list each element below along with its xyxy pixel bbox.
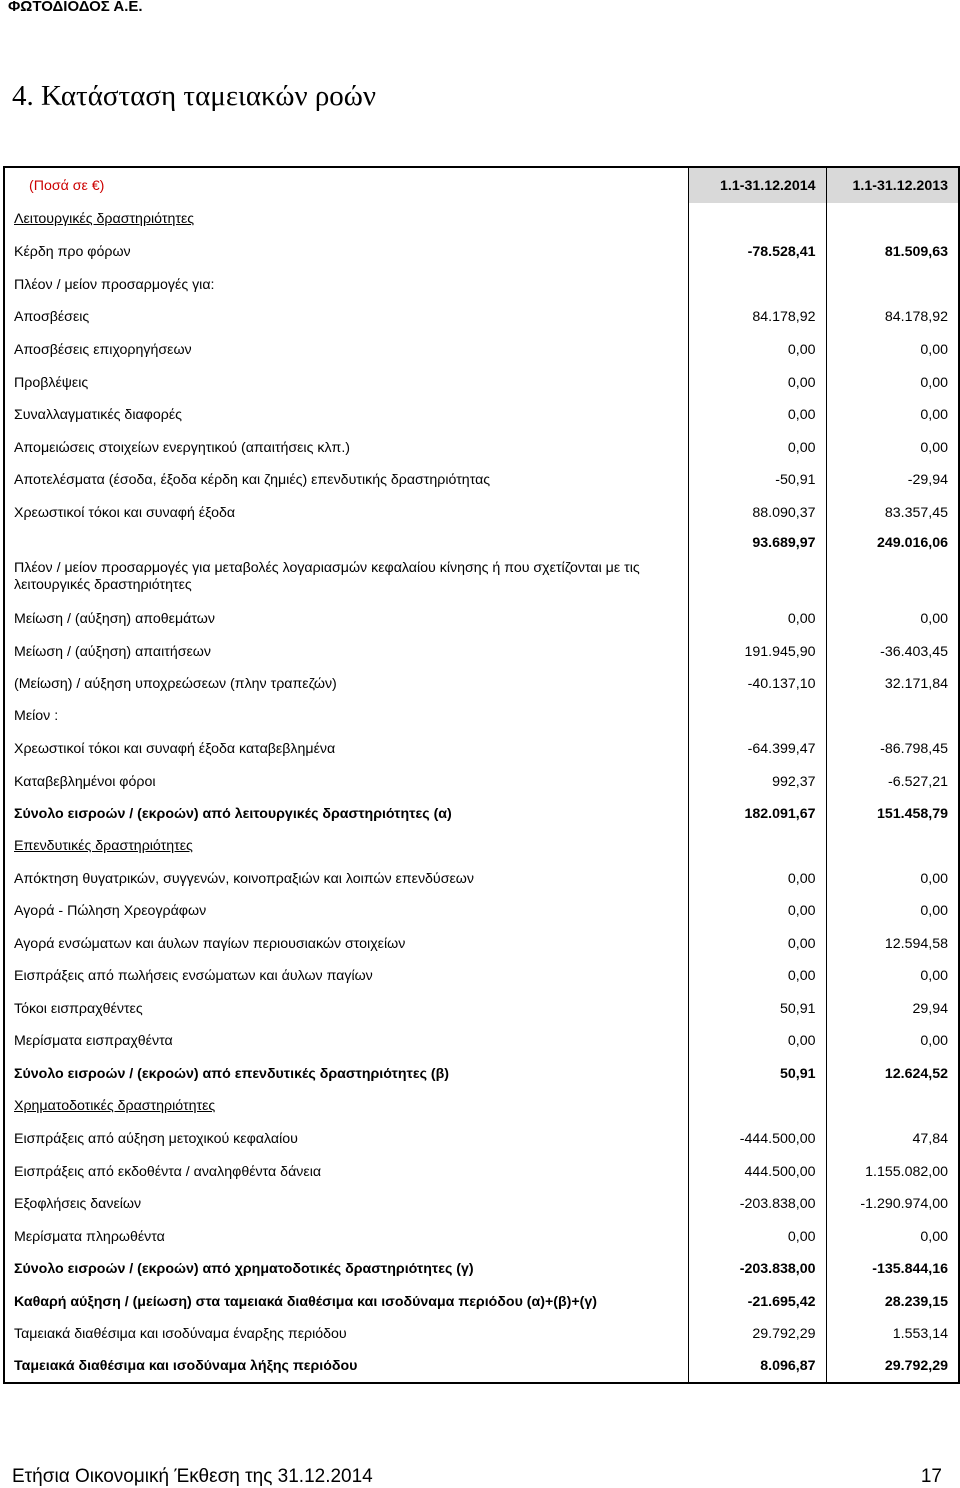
row-label: Τόκοι εισπραχθέντες [4, 992, 688, 1025]
value-2014: 84.178,92 [688, 300, 826, 334]
table-row [4, 1318, 959, 1350]
value-2014: 0,00 [688, 431, 826, 464]
row-label: Σύνολο εισροών / (εκροών) από χρηματοδοτικές δραστηριότητες (γ) [4, 1253, 688, 1285]
value-2013: 32.171,84 [826, 668, 959, 700]
value-2013: 12.624,52 [826, 1057, 959, 1090]
value-2013: -1.290.974,00 [826, 1188, 959, 1220]
column-header-2014: 1.1-31.12.2014 [688, 167, 826, 203]
table-row [4, 960, 959, 992]
value-2014: 0,00 [688, 1025, 826, 1057]
value-2014: 444.500,00 [688, 1155, 826, 1188]
row-label: Εισπράξεις από εκδοθέντα / αναληφθέντα δάνεια [4, 1155, 688, 1188]
value-2013: -86.798,45 [826, 732, 959, 765]
value-2014: 0,00 [688, 366, 826, 399]
table-row [4, 1090, 959, 1122]
value-2014: 0,00 [688, 334, 826, 366]
table-row [4, 269, 959, 300]
value-2014 [688, 203, 826, 235]
report-title: Ετήσια Οικονομική Έκθεση της 31.12.2014 [12, 1466, 373, 1487]
value-2014: 0,00 [688, 927, 826, 960]
table-row [4, 895, 959, 927]
value-2013 [826, 830, 959, 862]
value-2014: 50,91 [688, 992, 826, 1025]
row-label: Αποσβέσεις επιχορηγήσεων [4, 334, 688, 366]
row-label: Καθαρή αύξηση / (μείωση) στα ταμειακά διαθέσιμα και ισοδύναμα περιόδου (α)+(β)+(γ) [4, 1285, 688, 1318]
value-2013: 0,00 [826, 431, 959, 464]
row-label: Αποτελέσματα (έσοδα, έξοδα κέρδη και ζημιές) επενδυτικής δραστηριότητας [4, 464, 688, 496]
table-row [4, 235, 959, 269]
value-2014: 0,00 [688, 862, 826, 895]
value-2014: -203.838,00 [688, 1253, 826, 1285]
row-label: Πλέον / μείον προσαρμογές για μεταβολές λογαριασμών κεφαλαίου κίνησης ή που σχετίζονται με τις λειτουργικές δραστηριότητες [4, 529, 688, 602]
table-row [4, 334, 959, 366]
value-2013: 29.792,29 [826, 1350, 959, 1383]
row-label: Αγορά ενσώματων και άυλων παγίων περιουσιακών στοιχείων [4, 927, 688, 960]
row-label: (Μείωση) / αύξηση υποχρεώσεων (πλην τραπεζών) [4, 668, 688, 700]
row-label: Προβλέψεις [4, 366, 688, 399]
closing-balance-row [4, 1350, 959, 1383]
value-2014: 0,00 [688, 895, 826, 927]
row-label: Εισπράξεις από αύξηση μετοχικού κεφαλαίου [4, 1122, 688, 1155]
value-2013: 0,00 [826, 1025, 959, 1057]
row-label: Εισπράξεις από πωλήσεις ενσώματων και άυλων παγίων [4, 960, 688, 992]
value-2013 [826, 1090, 959, 1122]
table-row [4, 1122, 959, 1155]
value-2014: -21.695,42 [688, 1285, 826, 1318]
table-row [4, 203, 959, 235]
value-2013: 0,00 [826, 895, 959, 927]
value-2014 [688, 830, 826, 862]
table-row [4, 927, 959, 960]
value-2014: -50,91 [688, 464, 826, 496]
row-label: Αγορά - Πώληση Χρεογράφων [4, 895, 688, 927]
value-2013: 0,00 [826, 960, 959, 992]
value-2014: 8.096,87 [688, 1350, 826, 1383]
value-2014: 0,00 [688, 399, 826, 431]
value-2014: 191.945,90 [688, 635, 826, 668]
row-label: Μερίσματα πληρωθέντα [4, 1220, 688, 1253]
row-label: Λειτουργικές δραστηριότητες [14, 211, 195, 227]
table-row [4, 1025, 959, 1057]
row-label: Χρηματοδοτικές δραστηριότητες [14, 1098, 216, 1114]
row-label: Μείον : [4, 700, 688, 732]
value-2013: 28.239,15 [826, 1285, 959, 1318]
row-label: Σύνολο εισροών / (εκροών) από λειτουργικές δραστηριότητες (α) [4, 798, 688, 830]
table-header-row [4, 167, 959, 203]
value-2013: 151.458,79 [826, 798, 959, 830]
value-2014: 0,00 [688, 602, 826, 635]
table-row [4, 1220, 959, 1253]
table-row [4, 862, 959, 895]
row-label: Απόκτηση θυγατρικών, συγγενών, κοινοπραξιών και λοιπών επενδύσεων [4, 862, 688, 895]
value-2013: -29,94 [826, 464, 959, 496]
table-row [4, 732, 959, 765]
table-row [4, 300, 959, 334]
table-row [4, 496, 959, 529]
row-label: Απομειώσεις στοιχείων ενεργητικού (απαιτήσεις κλπ.) [4, 431, 688, 464]
table-row [4, 635, 959, 668]
value-2013 [826, 269, 959, 300]
value-2013: 47,84 [826, 1122, 959, 1155]
table-row [4, 992, 959, 1025]
value-2013 [826, 700, 959, 732]
value-2013: 0,00 [826, 1220, 959, 1253]
value-2014: -78.528,41 [688, 235, 826, 269]
value-2013: -36.403,45 [826, 635, 959, 668]
value-2014: -444.500,00 [688, 1122, 826, 1155]
value-2013: 1.155.082,00 [826, 1155, 959, 1188]
row-label: Χρεωστικοί τόκοι και συναφή έξοδα [4, 496, 688, 529]
value-2014: 992,37 [688, 765, 826, 798]
page-footer [12, 1466, 942, 1488]
value-2013: 0,00 [826, 366, 959, 399]
value-2013: 0,00 [826, 862, 959, 895]
net-change-row [4, 1285, 959, 1318]
amount-unit-label: (Ποσά σε €) [4, 167, 688, 203]
page-number: 17 [920, 1466, 942, 1487]
value-2013: 81.509,63 [826, 235, 959, 269]
table-row [4, 464, 959, 496]
subtotal-row [4, 798, 959, 830]
table-row [4, 830, 959, 862]
section-title: 4. Κατάσταση ταμειακών ροών [12, 80, 376, 112]
subtotal-row [4, 1057, 959, 1090]
value-2013 [826, 203, 959, 235]
value-2014 [688, 269, 826, 300]
value-2014 [688, 1090, 826, 1122]
value-2013: 83.357,45 [826, 496, 959, 529]
table-row [4, 765, 959, 798]
value-2013: 1.553,14 [826, 1318, 959, 1350]
value-2013: -135.844,16 [826, 1253, 959, 1285]
row-label: Μερίσματα εισπραχθέντα [4, 1025, 688, 1057]
row-label: Μείωση / (αύξηση) απαιτήσεων [4, 635, 688, 668]
value-2014: -64.399,47 [688, 732, 826, 765]
column-header-2013: 1.1-31.12.2013 [826, 167, 959, 203]
value-2014: 0,00 [688, 960, 826, 992]
value-2014: 50,91 [688, 1057, 826, 1090]
value-2014: -40.137,10 [688, 668, 826, 700]
value-2013: -6.527,21 [826, 765, 959, 798]
row-label: Ταμειακά διαθέσιμα και ισοδύναμα έναρξης περιόδου [4, 1318, 688, 1350]
row-label: Ταμειακά διαθέσιμα και ισοδύναμα λήξης περιόδου [4, 1350, 688, 1383]
table-row [4, 366, 959, 399]
row-label: Κέρδη προ φόρων [4, 235, 688, 269]
row-label: Μείωση / (αύξηση) αποθεμάτων [4, 602, 688, 635]
value-2013: 84.178,92 [826, 300, 959, 334]
value-2013: 29,94 [826, 992, 959, 1025]
row-label: Καταβεβλημένοι φόροι [4, 765, 688, 798]
row-label: Αποσβέσεις [4, 300, 688, 334]
table-row [4, 668, 959, 700]
row-label: Εξοφλήσεις δανείων [4, 1188, 688, 1220]
company-name: ΦΩΤΟΔΙΟΔΟΣ Α.Ε. [8, 0, 143, 15]
value-2014: 93.689,97 [688, 529, 826, 602]
table-row [4, 602, 959, 635]
value-2014: 0,00 [688, 1220, 826, 1253]
row-label: Πλέον / μείον προσαρμογές για: [4, 269, 688, 300]
row-label: Συναλλαγματικές διαφορές [4, 399, 688, 431]
row-label: Επενδυτικές δραστηριότητες [14, 838, 193, 854]
value-2013: 0,00 [826, 602, 959, 635]
table-row [4, 700, 959, 732]
value-2013: 12.594,58 [826, 927, 959, 960]
row-label: Σύνολο εισροών / (εκροών) από επενδυτικές δραστηριότητες (β) [4, 1057, 688, 1090]
table-row [4, 431, 959, 464]
value-2014: -203.838,00 [688, 1188, 826, 1220]
table-row [4, 399, 959, 431]
value-2014: 88.090,37 [688, 496, 826, 529]
cash-flow-table [3, 166, 960, 1384]
value-2013: 0,00 [826, 334, 959, 366]
subtotal-row [4, 1253, 959, 1285]
value-2014: 29.792,29 [688, 1318, 826, 1350]
value-2013: 249.016,06 [826, 529, 959, 602]
table-row [4, 529, 959, 602]
value-2014 [688, 700, 826, 732]
row-label: Χρεωστικοί τόκοι και συναφή έξοδα καταβεβλημένα [4, 732, 688, 765]
table-row [4, 1188, 959, 1220]
table-row [4, 1155, 959, 1188]
value-2013: 0,00 [826, 399, 959, 431]
value-2014: 182.091,67 [688, 798, 826, 830]
